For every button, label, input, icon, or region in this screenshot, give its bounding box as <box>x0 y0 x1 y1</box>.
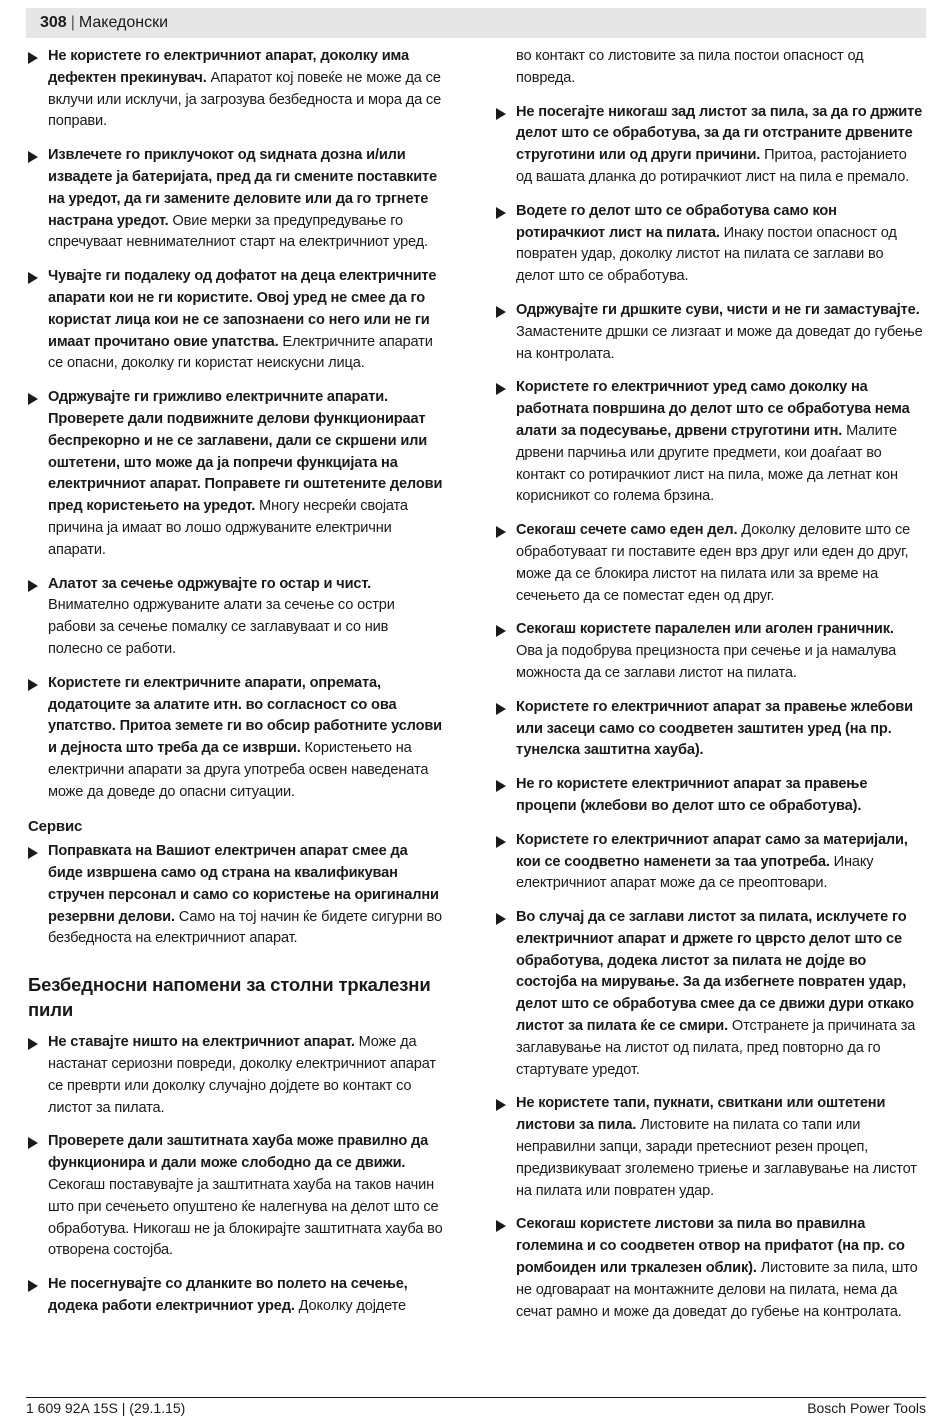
footer-divider <box>26 1397 926 1398</box>
list-item <box>28 673 444 804</box>
item-text: Инаку постои опасност од повратен удар, доколку листот на пилата се заглави во делот што се обработува. <box>516 224 897 285</box>
bullet-triangle-icon <box>496 625 506 637</box>
item-bold: Чувајте ги подалеку од дофатот на деца електричните апарати кои не ги користите. Овој уред не смее да го користат лица кои не се запознаени со него или не ги имаат прочитано овие упатства. <box>48 268 437 350</box>
item-text: Електричните апарати се опасни, доколку ги користат неискусни лица. <box>48 333 433 372</box>
item-text: Инаку електричниот апарат може да се преоптовари. <box>516 853 874 892</box>
list-item <box>28 46 444 133</box>
bullet-triangle-icon <box>28 679 38 691</box>
item-bold: Секогаш користете листови за пила во правилна големина и со соодветен отвор на прифатот (на пр. со ромбоиден или тркалезен облик). <box>516 1216 905 1277</box>
bullet-triangle-icon <box>496 1099 506 1111</box>
item-text: Апаратот кој повеќе не може да се вклучи или исклучи, ја загрозува безбедноста и мора да се поправи. <box>48 69 442 130</box>
list-item <box>496 774 924 818</box>
item-text: Малите дрвени парчиња или другите предмети, кои доаѓаат во контакт со ротирачкиот лист на пила, може да летнат кон корисникот со голема брзина. <box>516 422 898 505</box>
list-item <box>496 619 924 684</box>
bullet-triangle-icon <box>496 306 506 318</box>
item-bold: Во случај да се заглави листот за пилата, исклучете го електричниот апарат и држете го цврсто делот што се обработува, додека листот за пилата не дојде во состојба на мирување. За да избегнете повратен удар, делот што се обработува смее да се движи дури откако листот за пилата ќе се смири. <box>516 909 914 1035</box>
item-text: Притоа, растојанието од вашата дланка до ротирачкиот лист на пила е премало. <box>516 147 910 185</box>
item-text: Замастените дршки се лизгаат и може да доведат до губење на контролата. <box>516 323 923 362</box>
list-item <box>496 907 924 1081</box>
bullet-triangle-icon <box>496 703 506 715</box>
footer-code: 1 609 92A 15S | (29.1.15) <box>26 1400 186 1416</box>
item-bold: Секогаш користете паралелен или аголен граничник. <box>516 621 894 638</box>
list-item <box>496 697 924 762</box>
bullet-triangle-icon <box>496 207 506 219</box>
page-header <box>26 8 926 38</box>
list-item <box>496 102 924 189</box>
list-item <box>496 201 924 288</box>
item-bold: Не посегнувајте со дланките во полето на сечење, додека работи електричниот уред. <box>48 1276 408 1315</box>
bullet-triangle-icon <box>496 383 506 395</box>
bullet-triangle-icon <box>28 272 38 284</box>
item-text: Може да настанат сериозни повреди, доколку електричниот апарат се преврти или доколку случајно дојдете во контакт со листот за пилата. <box>48 1034 436 1116</box>
list-item <box>28 1274 444 1318</box>
list-item <box>28 266 444 375</box>
list-item <box>496 830 924 895</box>
language-label: Македонски <box>78 14 168 31</box>
bullet-triangle-icon <box>28 151 38 163</box>
page-number: 308 <box>40 14 67 31</box>
item-bold: Секогаш сечете само еден дел. <box>516 522 738 539</box>
item-text: Отстранете ја причината за заглавување на листот од пилата, пред повторно да го стартувате уредот. <box>516 1018 916 1078</box>
list-item <box>28 1131 444 1262</box>
item-text: Користењето на електрични апарати за друга употреба освен наведената може да доведе до опасни ситуации. <box>48 740 429 800</box>
list-item <box>28 145 444 254</box>
item-bold: Извлечете го приклучокот од ѕидната дозна и/или извадете ја батеријата, пред да ги смените поставките на уредот, да ги замените деловите или да го тргнете настрана уредот. <box>48 147 437 229</box>
list-item <box>496 1093 924 1202</box>
item-text: Овие мерки за предупредување го спречуваат невнимателниот старт на електричниот уред. <box>48 212 428 251</box>
bullet-triangle-icon <box>28 393 38 405</box>
item-bold: Не посегајте никогаш зад листот за пила, за да го држите делот што се обработува, за да ги отстраните дрвените струготини или од други причини. <box>516 103 923 164</box>
bullet-triangle-icon <box>496 780 506 792</box>
item-text: Доколку деловите што се обработуваат ги поставите еден врз друг или еден до друг, може да се блокира листот на пилата или за време на сечењето да се поместат еден од друг. <box>516 522 911 604</box>
item-bold: Одржувајте ги грижливо електричните апарати. Проверете дали подвижните делови функционираат беспрекорно и не се заглавени, дали се скршени или оштетени, што може да ја попречи функцијата на електричниот апарат. Поправете ги оштетените делови пред користењето на уредот. <box>48 389 443 515</box>
item-bold: Не користете тапи, пукнати, свиткани или оштетени листови за пила. <box>516 1095 886 1134</box>
item-bold: Користете го електричниот уред само доколку на работната површина до делот што се обработува нема алати за подесување, дрвени струготини итн. <box>516 379 910 439</box>
bullet-triangle-icon <box>496 913 506 925</box>
bullet-triangle-icon <box>496 108 506 120</box>
list-item <box>496 520 924 607</box>
bullet-triangle-icon <box>496 1220 506 1232</box>
item-bold: Не ставајте ништо на електричниот апарат. <box>48 1034 355 1051</box>
bullet-triangle-icon <box>28 580 38 592</box>
header-separator: | <box>70 14 75 31</box>
item-text: Ова ја подобрува прецизноста при сечење и ја намалува можноста да се заглави листот на пилата. <box>516 643 897 681</box>
section-title: Безбедносни напомени за столни тркалезни пили <box>28 974 431 1021</box>
right-column <box>496 46 924 1335</box>
item-bold: Проверете дали заштитната хауба може правилно да функционира и дали може слободно да се движи. <box>48 1133 429 1172</box>
item-bold: Користете го електричниот апарат за правење жлебови или засеци само со соодветен заштитен уред (на пр. тунелска заштитна хауба). <box>516 698 913 759</box>
item-text: Внимателно одржуваните алати за сечење со остри рабови за сечење помалку се заглавуваат и со нив полесно се работи. <box>48 597 395 657</box>
item-text: Доколку дојдете <box>294 1298 406 1315</box>
item-bold: Поправката на Вашиот електричен апарат смее да биде извршена само од страна на квалификуван стручен персонал и само со користење на оригинални резервни делови. <box>48 843 439 925</box>
list-item <box>28 1032 444 1119</box>
item-bold: Не го користете електричниот апарат за правење процепи (жлебови во делот што се обработува). <box>516 776 868 814</box>
item-text: Листовите за пила, што не одговараат на монтажните делови на пилата, нема да сечат рамно и може да доведат до губење на контролата. <box>516 1260 918 1320</box>
bullet-triangle-icon <box>496 836 506 848</box>
list-item <box>496 300 924 365</box>
service-heading: Сервис <box>28 817 83 835</box>
item-bold: Водете го делот што се обработува само кон ротирачкиот лист на пилата. <box>516 202 837 241</box>
list-item <box>496 377 924 508</box>
list-item <box>28 387 444 561</box>
bullet-triangle-icon <box>496 526 506 538</box>
item-text: во контакт со листовите за пила постои опасност од повреда. <box>516 48 864 86</box>
item-bold: Користете го електричниот апарат само за материјали, кои се соодветно наменети за таа употреба. <box>516 831 908 870</box>
list-item <box>496 1214 924 1323</box>
left-column <box>28 46 444 1330</box>
bullet-triangle-icon <box>28 1137 38 1149</box>
item-text: Секогаш поставувајте ја заштитната хауба на таков начин што при сечењето опуштено ќе налегнува на делот што се обработува. Никогаш не ја блокирајте заштитната хауба во отворена состојба. <box>48 1177 443 1259</box>
footer-brand: Bosch Power Tools <box>807 1400 926 1416</box>
item-text: Многу несреќи својата причина ја имаат во лошо одржуваните електрични апарати. <box>48 498 408 558</box>
item-bold: Алатот за сечење одржувајте го остар и чист. <box>48 575 371 592</box>
list-item <box>28 574 444 661</box>
item-bold: Користете ги електричните апарати, опремата, додатоците за алатите итн. во согласност со ова упатство. Притоа земете ги во обсир работните услови и дејноста што треба да се изврши. <box>48 674 443 757</box>
bullet-triangle-icon <box>28 1280 38 1292</box>
list-item <box>28 841 444 950</box>
bullet-triangle-icon <box>28 847 38 859</box>
item-bold: Не користете го електричниот апарат, доколку има дефектен прекинувач. <box>48 48 409 86</box>
item-text: Само на тој начин ќе бидете сигурни во безбедноста на електричниот апарат. <box>48 908 442 947</box>
bullet-triangle-icon <box>28 52 38 64</box>
bullet-triangle-icon <box>28 1038 38 1050</box>
item-text: Листовите на пилата со тапи или неправилни запци, заради претесниот резен процеп, предизвикуваат зголемено триење и заглавување на листот на пилата или повратен удар. <box>516 1117 917 1199</box>
item-bold: Одржувајте ги дршките суви, чисти и не ги замастувајте. <box>516 301 920 318</box>
continuation-text <box>496 46 924 90</box>
